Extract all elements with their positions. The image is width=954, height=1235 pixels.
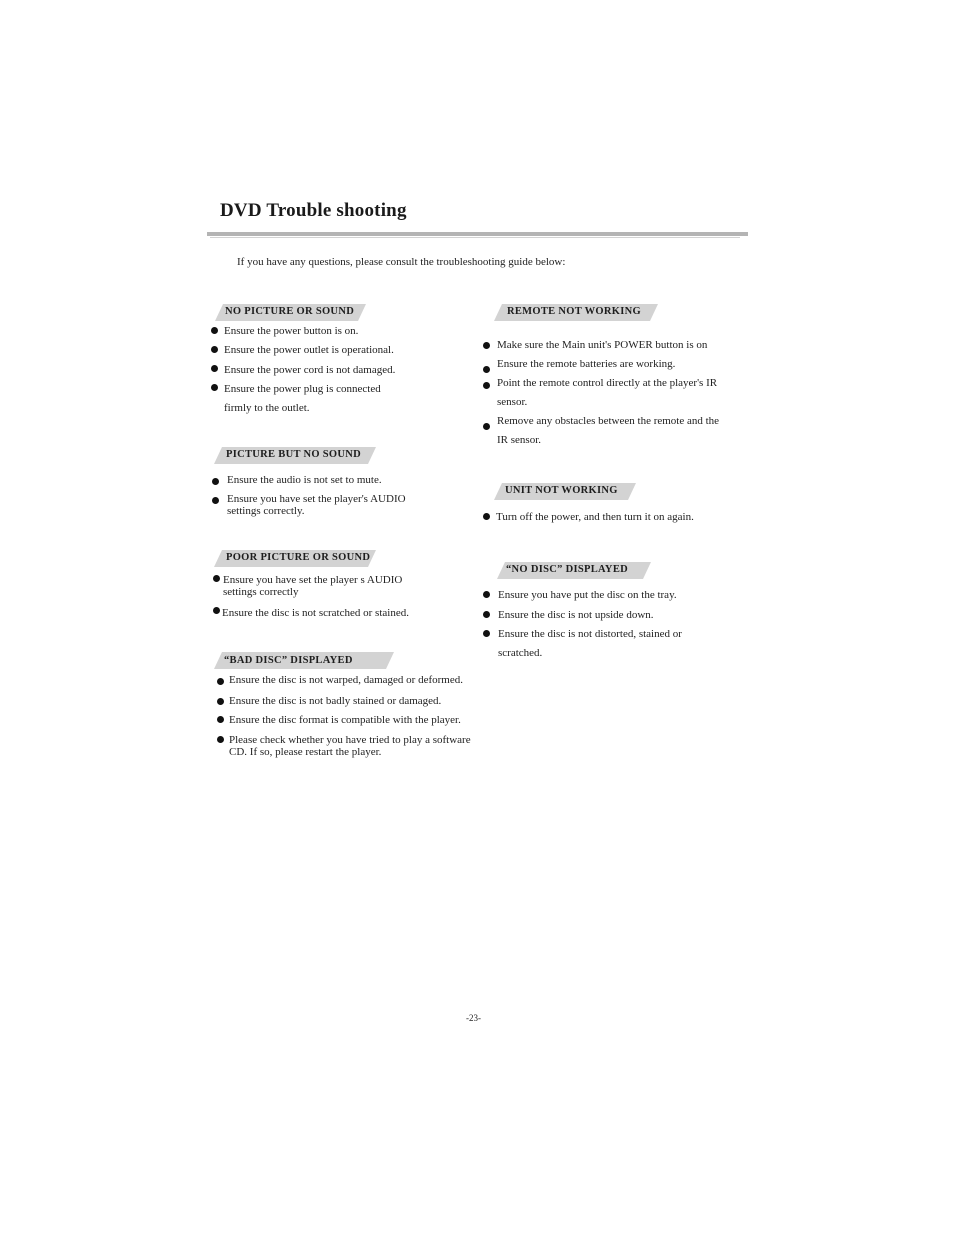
list-item: Ensure the disc is not upside down.: [498, 609, 654, 621]
list-item-continuation: CD. If so, please restart the player.: [229, 746, 382, 758]
list-item: Remove any obstacles between the remote and the: [497, 415, 720, 427]
bullet-icon: [211, 365, 218, 372]
bullet-icon: [217, 678, 224, 685]
list-item: Ensure the disc is not badly stained or damaged.: [229, 695, 442, 707]
list-item-continuation: settings correctly: [223, 586, 299, 598]
title-underline: [207, 232, 748, 236]
title-underline-shadow: [210, 237, 740, 238]
page-number: -23-: [466, 1013, 481, 1023]
bullet-icon: [211, 327, 218, 334]
bullet-icon: [217, 698, 224, 705]
list-item: Ensure the remote batteries are working.: [497, 358, 676, 370]
section-header-no-picture: NO PICTURE OR SOUND: [225, 306, 355, 317]
list-item: Ensure you have set the player's AUDIO: [227, 493, 406, 505]
list-item: Ensure you have set the player s AUDIO: [223, 574, 403, 586]
section-header-remote: REMOTE NOT WORKING: [507, 306, 641, 317]
list-item: Ensure the power outlet is operational.: [224, 344, 394, 356]
bullet-icon: [483, 513, 490, 520]
bullet-icon: [483, 591, 490, 598]
bullet-icon: [483, 423, 490, 430]
bullet-icon: [212, 497, 219, 504]
list-item: Ensure the power cord is not damaged.: [224, 364, 396, 376]
list-item: Turn off the power, and then turn it on again.: [496, 511, 694, 523]
list-item: Ensure the disc format is compatible with the player.: [229, 714, 461, 726]
list-item: Ensure you have put the disc on the tray.: [498, 589, 677, 601]
bullet-icon: [213, 575, 220, 582]
bullet-icon: [483, 382, 490, 389]
list-item: Ensure the disc is not distorted, stained or: [498, 628, 682, 640]
bullet-icon: [483, 342, 490, 349]
intro-text: If you have any questions, please consult the troubleshooting guide below:: [237, 256, 566, 268]
bullet-icon: [211, 346, 218, 353]
list-item-continuation: sensor.: [497, 396, 528, 408]
list-item: Ensure the power plug is connected: [224, 383, 381, 395]
section-header-no-disc: “NO DISC” DISPLAYED: [506, 564, 629, 575]
bullet-icon: [483, 630, 490, 637]
bullet-icon: [212, 478, 219, 485]
list-item: Point the remote control directly at the player's IR: [497, 377, 718, 389]
list-item: Make sure the Main unit's POWER button is on: [497, 339, 708, 351]
list-item: Ensure the power button is on.: [224, 325, 359, 337]
list-item-continuation: IR sensor.: [497, 434, 541, 446]
section-header-bad-disc: “BAD DISC” DISPLAYED: [224, 655, 353, 666]
list-item: Ensure the audio is not set to mute.: [227, 474, 382, 486]
list-item-continuation: settings correctly.: [227, 505, 305, 517]
list-item-continuation: firmly to the outlet.: [224, 402, 310, 414]
bullet-icon: [213, 607, 220, 614]
section-header-poor-picture: POOR PICTURE OR SOUND: [226, 552, 371, 563]
list-item-continuation: scratched.: [498, 647, 543, 659]
section-header-picture-no-sound: PICTURE BUT NO SOUND: [226, 449, 362, 460]
list-item: Ensure the disc is not scratched or stained.: [222, 607, 409, 619]
list-item: Ensure the disc is not warped, damaged or deformed.: [229, 674, 463, 686]
page-title: DVD Trouble shooting: [220, 200, 407, 221]
list-item: Please check whether you have tried to play a software: [229, 734, 471, 746]
section-header-unit: UNIT NOT WORKING: [505, 485, 618, 496]
bullet-icon: [483, 366, 490, 373]
bullet-icon: [483, 611, 490, 618]
bullet-icon: [211, 384, 218, 391]
bullet-icon: [217, 716, 224, 723]
bullet-icon: [217, 736, 224, 743]
